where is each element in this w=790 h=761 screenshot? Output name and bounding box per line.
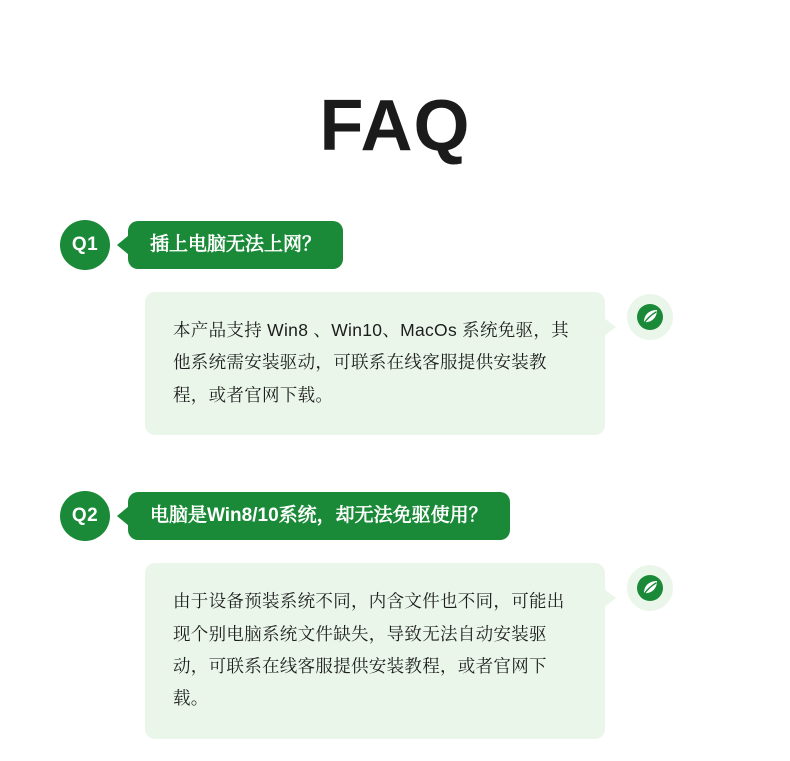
question-row-2 [0, 491, 790, 541]
faq-item-2 [0, 491, 790, 739]
question-badge-2: Q2 [60, 491, 110, 541]
leaf-icon [627, 565, 673, 611]
faq-item-1 [0, 220, 790, 435]
answer-row-2 [0, 563, 790, 739]
leaf-icon [627, 294, 673, 340]
question-bubble-2: 电脑是Win8/10系统，却无法免驱使用？ [128, 492, 510, 541]
answer-row-1 [0, 292, 790, 435]
question-bubble-1: 插上电脑无法上网？ [128, 221, 343, 270]
answer-text-1: 本产品支持 Win8 、Win10、MacOs 系统免驱，其他系统需安装驱动，可联系在线客服提供安装教程，或者官网下载。 [173, 320, 569, 405]
page-title: FAQ [319, 86, 471, 166]
question-row-1 [0, 220, 790, 270]
answer-text-2: 由于设备预装系统不同，内含文件也不同，可能出现个别电脑系统文件缺失，导致无法自动安装驱动，可联系在线客服提供安装教程，或者官网下载。 [173, 591, 565, 709]
question-badge-1: Q1 [60, 220, 110, 270]
answer-bubble-2 [145, 563, 605, 739]
answer-bubble-1 [145, 292, 605, 435]
